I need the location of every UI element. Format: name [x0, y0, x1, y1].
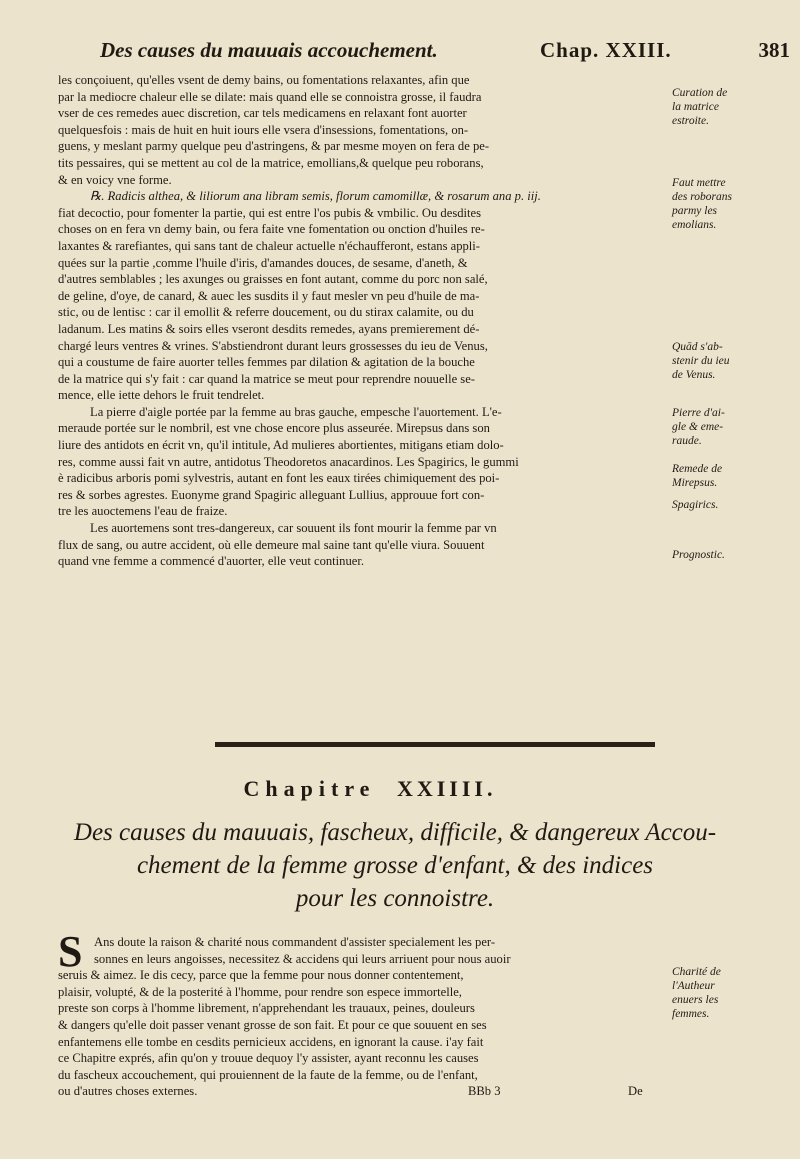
chapter-title-line: Des causes du mauuais, fascheux, difficile, & dangereux Accou-: [73, 819, 717, 846]
text-line: tits pessaires, qui se mettent au col de la matrice, emollians,& quelque peu roborans,: [58, 155, 484, 170]
text-line: res & sorbes agrestes. Euonyme grand Spagiric alleguant Lullius, approuue fort con-: [58, 487, 485, 502]
chapter-title-line: pour les connoistre.: [295, 885, 495, 912]
chapter-title-line: chement de la femme grosse d'enfant, & des indices: [136, 852, 654, 879]
chapter-reference: Chap. XXIII.: [540, 38, 672, 62]
text-line: è radicibus arboris pomi sylvestris, autant en font les eaux tirées chimiquement des poi-: [58, 471, 500, 486]
recipe-line: ℞. Radicis althea, & liliorum ana libram semis, florum camomillæ, & rosarum ana p. iij.: [90, 189, 541, 204]
text-line: stic, ou de lentisc : car il emollit & referre doucement, ou du stirax calamite, ou du: [58, 305, 474, 320]
text-line: du fascheux accouchement, qui prouiennent de la faute de la femme, ou de l'enfant,: [58, 1067, 478, 1082]
text-line: qui a coustume de faire auorter telles femmes par dilation & agitation de la bouche: [58, 355, 475, 370]
margin-note-line: des roborans: [672, 191, 732, 203]
text-line: chargé leurs ventres & vrines. S'abstiendront durant leurs grossesses du ieu de Venus,: [58, 338, 488, 353]
margin-note-line: Charité de: [672, 966, 721, 978]
page-number: 381: [758, 38, 790, 62]
text-line: guens, y meslant parmy quelque peu d'astringens, & par mesme moyen on fera de pe-: [58, 139, 490, 154]
text-line: seruis & aimez. Ie dis cecy, parce que la femme pour nous donner contentement,: [58, 968, 464, 983]
chapter-word: Chapitre: [243, 776, 376, 801]
chapter-title: [70, 816, 720, 915]
margin-note-line: gle & eme-: [672, 421, 724, 433]
text-line: enfantemens elle tombe en cesdits pernicieux accidens, en ignorant la cause. i'ay fait: [58, 1034, 484, 1049]
margin-note-line: Remede de: [672, 463, 723, 475]
text-line: meraude portée sur le nombril, est vne chose encore plus asseurée. Mirepsus dans son: [58, 421, 490, 436]
text-line: d'autres semblables ; les axunges ou graisses en font autant, comme du porc non salé,: [58, 272, 488, 287]
text-line: quand vne femme a commencé d'auorter, elle veut continuer.: [58, 554, 364, 569]
text-line: de la matrice qui s'y fait : car quand la matrice se meut pour reprendre nouuelle se-: [58, 371, 475, 386]
running-header: [100, 38, 790, 68]
text-line: mence, elle iette dehors le fruit tendrelet.: [58, 388, 265, 403]
chapter-number: XXIIII.: [396, 776, 497, 801]
text-line: plaisir, volupté, & de la posterité à l'homme, pour rendre son espece immortelle,: [58, 984, 462, 999]
margin-note: [672, 340, 797, 382]
text-line: par la mediocre chaleur elle se dilate: mais quand elle se connoistra grosse, il faudra: [58, 89, 482, 104]
text-line: quées sur la partie ,comme l'huile d'iris, d'amandes douces, de sesame, d'aneth, &: [58, 255, 468, 270]
last-line-text: ou d'autres choses externes.: [58, 1084, 198, 1099]
margin-note: [672, 406, 797, 448]
margin-note-line: Quād s'ab-: [672, 341, 723, 353]
text-line: ladanum. Les matins & soirs elles vseront desdits remedes, ayans premierement dé-: [58, 321, 480, 336]
margin-note: [672, 462, 797, 490]
main-text-section-2: [58, 927, 660, 1100]
margin-note-line: estroite.: [672, 115, 709, 127]
text-line: laxantes & rarefiantes, qui sans tant de chaleur actuelle n'échaufferont, estans appli-: [58, 238, 481, 253]
margin-note-line: Prognostic.: [672, 549, 725, 561]
margin-note: [672, 176, 797, 232]
text-line: quelquesfois : mais de huit en huit iours elle vsera d'insessions, fomentations, on-: [58, 122, 469, 137]
main-text-section-1: [58, 72, 660, 570]
text-line: res, comme aussi fait vn autre, antidotus Theodoretos anacardinos. Les Spagirics, le gummi: [58, 454, 519, 469]
text-line: de geline, d'oye, de canard, & auec les susdits il y faut mesler vn peu d'huile de ma-: [58, 288, 480, 303]
text-line: & dangers qu'elle doit passer venant grosse de son fait. Et pour ce que souuent en ses: [58, 1017, 487, 1032]
text-line: Les auortemens sont tres-dangereux, car souuent ils font mourir la femme par vn: [90, 521, 497, 536]
text-line: liure des antidots en écrit vn, qu'il intitule, Ad mulieres abortientes, mitigans etiam dolo-: [58, 438, 504, 453]
margin-note: [672, 548, 797, 562]
chapter-heading: [0, 776, 740, 802]
margin-note-line: la matrice: [672, 101, 719, 113]
margin-note: [672, 86, 797, 128]
text-line: La pierre d'aigle portée par la femme au bras gauche, empesche l'auortement. L'e-: [90, 404, 502, 419]
margin-note-line: de Venus.: [672, 369, 716, 381]
drop-cap: S: [58, 927, 83, 976]
text-line: sonnes en leurs angoisses, necessitez & accidens qui leurs arriuent pour nous auoir: [94, 951, 511, 966]
margin-note-line: emolians.: [672, 219, 717, 231]
text-line: vser de ces remedes auec discretion, car tels medicamens en relaxant font auorter: [58, 106, 467, 121]
catchword: De: [628, 1084, 643, 1099]
text-line: Ans doute la raison & charité nous commandent d'assister specialement les per-: [94, 935, 496, 949]
margin-note-line: stenir du ieu: [672, 355, 730, 367]
margin-note-line: Mirepsus.: [672, 477, 718, 489]
margin-note-line: enuers les: [672, 994, 719, 1006]
running-title: Des causes du mauuais accouchement.: [100, 38, 438, 62]
text-line: fiat decoctio, pour fomenter la partie, qui est entre l'os pubis & vmbilic. Ou desdites: [58, 205, 482, 220]
text-line: preste son corps à l'homme librement, n'apprehendant les trauaux, peines, douleurs: [58, 1001, 475, 1016]
text-line: les conçoiuent, qu'elles vsent de demy bains, ou fomentations relaxantes, afin que: [58, 73, 470, 87]
margin-note-line: raude.: [672, 435, 702, 447]
text-line: flux de sang, ou autre accident, où elle demeure mal saine tant qu'elle viura. Souuent: [58, 537, 485, 552]
text-line: [58, 1083, 660, 1100]
margin-note-line: femmes.: [672, 1008, 710, 1020]
margin-note: [672, 498, 797, 512]
text-line: ce Chapitre exprés, afin qu'on y trouue dequoy l'y assister, ayant reconnu les causes: [58, 1051, 479, 1066]
margin-note-line: Faut mettre: [672, 177, 726, 189]
margin-note-line: Spagirics.: [672, 499, 719, 511]
text-line: choses on en fera vn demy bain, ou fera faite vne fomentation ou onction d'huiles re-: [58, 222, 485, 237]
ornamental-rule: [215, 742, 655, 747]
margin-note-line: Pierre d'ai-: [672, 407, 725, 419]
text-line: tre les auoctemens l'eau de fraize.: [58, 504, 228, 519]
margin-note-line: l'Autheur: [672, 980, 715, 992]
signature-mark: BBb 3: [468, 1084, 501, 1099]
margin-note: [672, 965, 797, 1021]
text-line: & en voicy vne forme.: [58, 172, 172, 187]
margin-note-line: parmy les: [672, 205, 718, 217]
margin-note-line: Curation de: [672, 87, 728, 99]
